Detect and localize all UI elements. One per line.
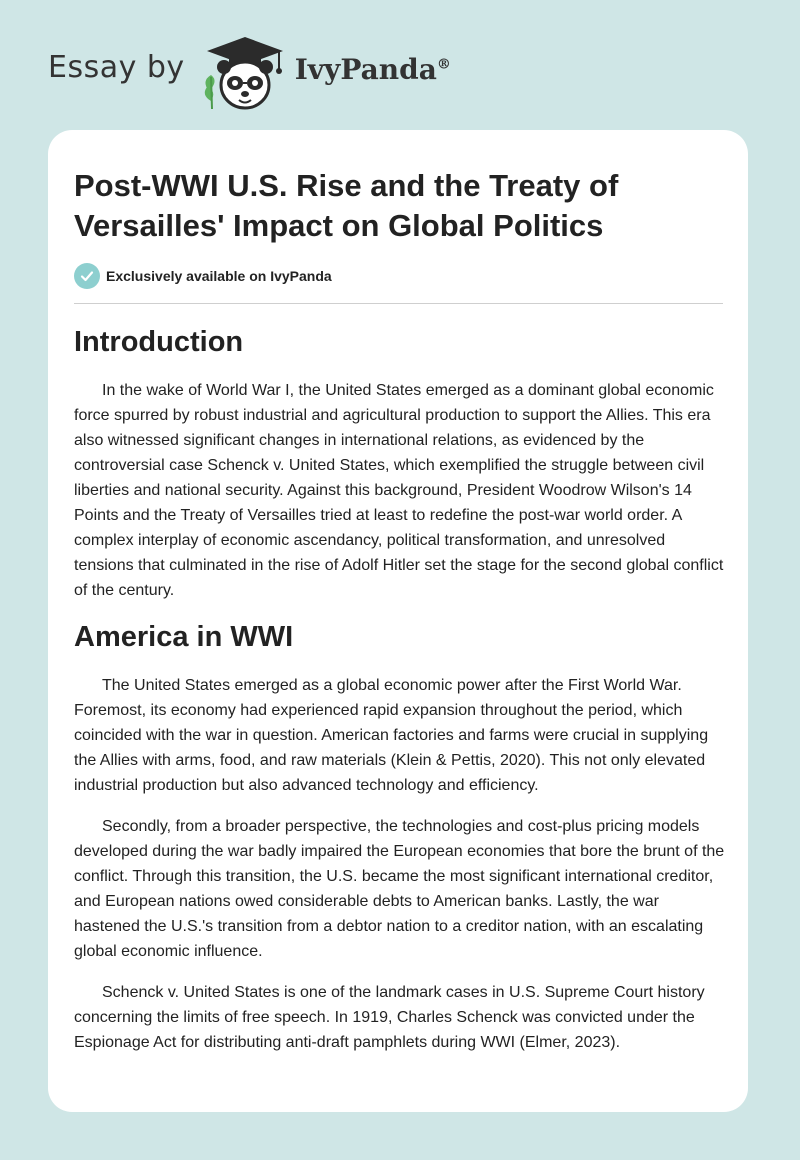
section-heading: Introduction [74, 326, 244, 358]
essay-card [48, 130, 748, 1112]
brand-name[interactable] [295, 53, 451, 86]
essay-by-label: Essay by [48, 49, 185, 85]
page-title: Post-WWI U.S. Rise and the Treaty of Versailles' Impact on Global Politics [74, 168, 619, 243]
panda-graduate-logo-icon[interactable] [199, 33, 291, 113]
site-header [48, 28, 451, 118]
brand-name-text: IvyPanda [294, 52, 437, 86]
paragraph: Secondly, from a broader perspective, the technologies and cost-plus pricing models developed during the war badly impaired the European economies that bore the brunt of the conflict. Through this transition, the U.S. became the most significant international creditor, and European nations owed considerable debts to American banks. Lastly, the war hastened the U.S.'s transition from a debtor nation to a creditor nation, with an escalating global economic influence. [74, 818, 725, 960]
divider [74, 303, 723, 304]
section-heading: America in WWI [74, 621, 294, 653]
paragraph: The United States emerged as a global economic power after the First World War. Foremost, its economy had experienced rapid expansion throughout the period, which coincided with the war in question. American factories and farms were crucial in supplying the Allies with arms, food, and raw materials (Klein & Pettis, 2020). This not only elevated industrial production but also advanced technology and efficiency. [74, 677, 709, 794]
registered-mark: ® [436, 56, 451, 73]
badge-label: Exclusively available on IvyPanda [106, 268, 332, 284]
paragraph: In the wake of World War I, the United States emerged as a dominant global economic force spurred by robust industrial and agricultural production to support the Allies. This era also witnessed significant changes in international relations, as evidenced by the controversial case Schenck v. United States, which exemplified the struggle between civil liberties and national security. Against this background, President Woodrow Wilson's 14 Points and the Treaty of Versailles tried at least to redefine the post-war world order. A complex interplay of economic ascendancy, political transformation, and unresolved tensions that culminated in the rise of Adolf Hitler set the stage for the second global conflict of the century. [74, 382, 724, 599]
section-introduction [74, 324, 726, 603]
check-badge-icon [74, 263, 100, 289]
section-america-in-wwi [74, 619, 726, 1055]
exclusive-badge [74, 263, 332, 289]
essay-content [74, 324, 726, 1071]
paragraph: Schenck v. United States is one of the landmark cases in U.S. Supreme Court history concerning the limits of free speech. In 1919, Charles Schenck was convicted under the Espionage Act for distributing anti-draft pamphlets during WWI (Elmer, 2023). [74, 984, 705, 1051]
